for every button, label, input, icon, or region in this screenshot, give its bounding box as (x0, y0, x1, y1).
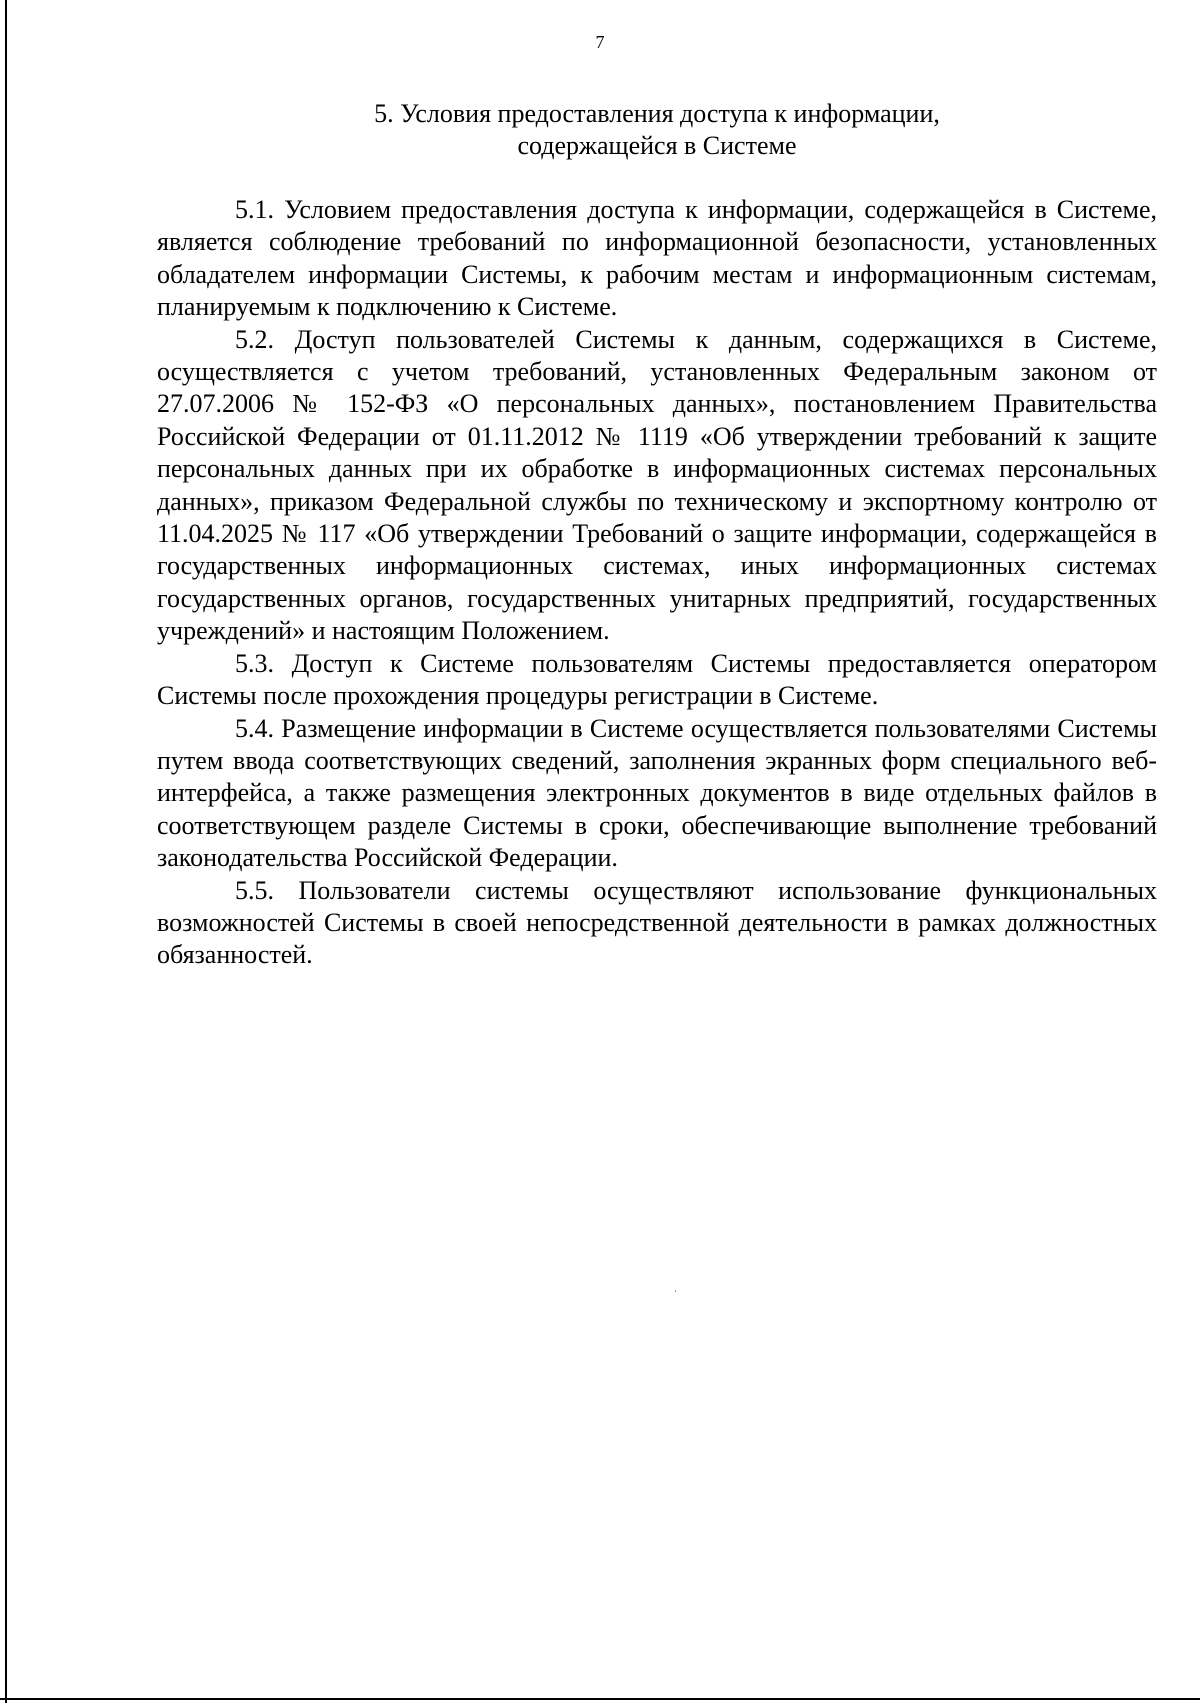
section-heading-line-2: содержащейся в Системе (517, 131, 797, 160)
paragraph-5-3: 5.3. Доступ к Системе пользователям Системы предоставляется оператором Системы после прохождения процедуры регистрации в Системе. (157, 648, 1157, 711)
paragraph-5-5: 5.5. Пользователи системы осуществляют использование функциональных возможностей Системы в своей непосредственной деятельности в рамках должностных обязанностей. (157, 875, 1157, 970)
section-heading (157, 98, 1157, 162)
scan-speck (675, 1290, 676, 1292)
section-heading-line-1: 5. Условия предоставления доступа к информации, (374, 99, 940, 128)
paragraph-5-1: 5.1. Условием предоставления доступа к информации, содержащейся в Системе, является соблюдение требований по информационной безопасности, установленных обладателем информации Системы, к рабочим местам и информационным системам, планируемым к подключению к Системе. (157, 195, 1157, 322)
paragraph-5-2: 5.2. Доступ пользователей Системы к данным, содержащихся в Системе, осуществляется с учетом требований, установленных Федеральным законом от 27.07.2006 № 152-ФЗ «О персональных данных», постановлением Правительства Российской Федерации от 01.11.2012 № 1119 «Об утверждении требований к защите персональных данных при их обработке в информационных системах персональных данных», приказом Федеральной службы по техническому и экспортному контролю от 11.04.2025 № 117 «Об утверждении Требований о защите информации, содержащейся в государственных информационных системах, иных информационных системах государственных органов, государственных унитарных предприятий, государственных учреждений» и настоящим Положением. (157, 324, 1157, 646)
page-number: 7 (595, 32, 605, 52)
paragraph-5-4: 5.4. Размещение информации в Системе осуществляется пользователями Системы путем ввода соответствующих сведений, заполнения экранных форм специального веб-интерфейса, а также размещения электронных документов в виде отдельных файлов в соответствующем разделе Системы в сроки, обеспечивающие выполнение требований законодательства Российской Федерации. (157, 713, 1157, 873)
section-body (157, 194, 1157, 972)
scan-edge-left (5, 0, 7, 1703)
scan-edge-bottom (0, 1698, 1200, 1700)
